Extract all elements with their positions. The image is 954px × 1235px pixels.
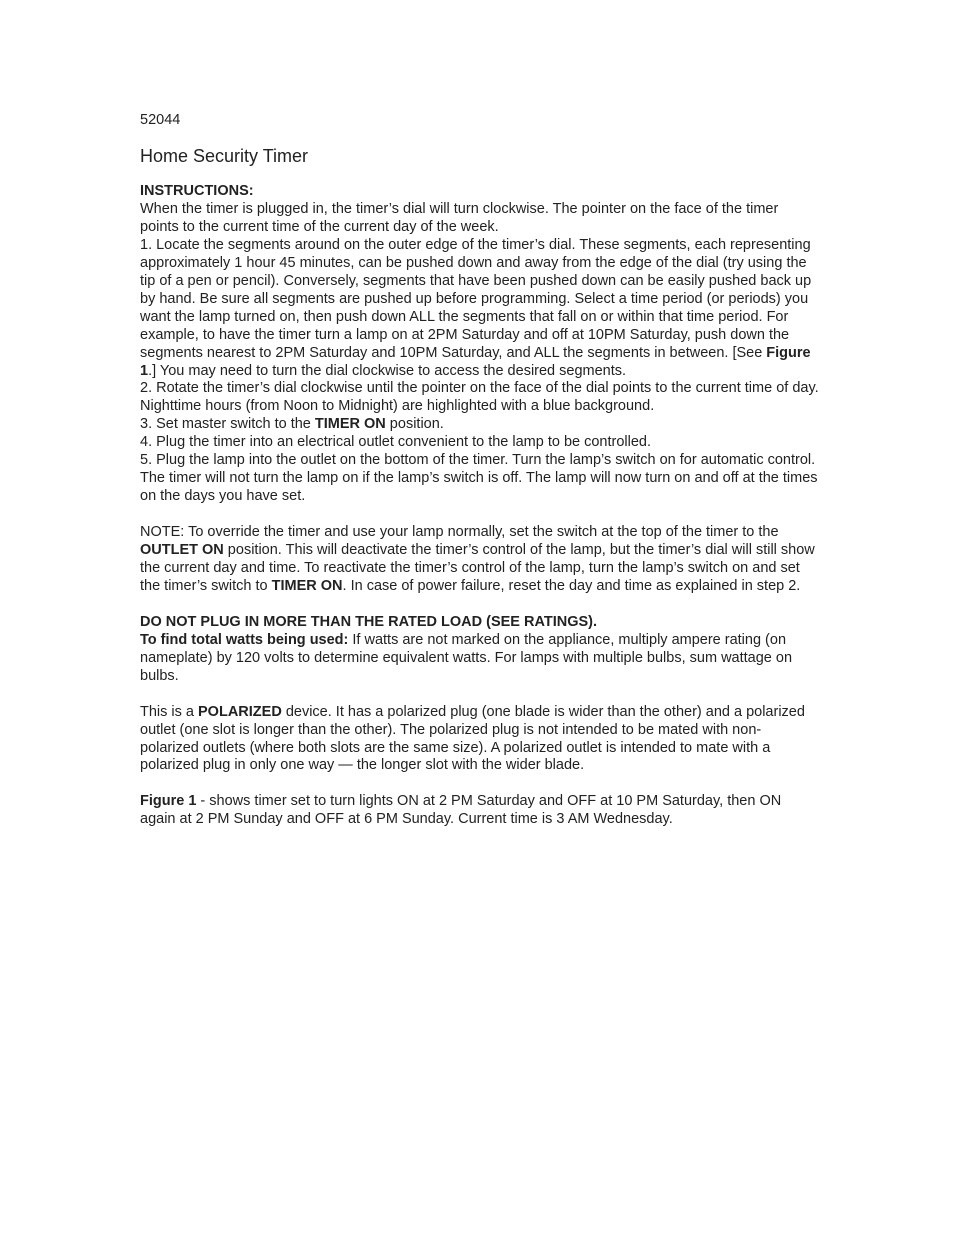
watts-text: If watts are not marked on the appliance, multiply ampere rating (on nameplate) by 120 volts to determine equivalent watts. For lamps with multiple bulbs, sum wattage on bulbs. bbox=[140, 631, 793, 684]
figure-caption bbox=[140, 793, 820, 829]
step-4: 4. Plug the timer into an electrical outlet convenient to the lamp to be controlled. bbox=[140, 434, 652, 451]
intro-paragraph: When the timer is plugged in, the timer’s dial will turn clockwise. The pointer on the face of the timer points to the current time of the current day of the week. bbox=[140, 200, 779, 235]
figure-caption-text: - shows timer set to turn lights ON at 2 PM Saturday and OFF at 10 PM Saturday, then ON again at 2 PM Sunday and OFF at 6 PM Sunday. Current time is 3 AM Wednesday. bbox=[140, 793, 782, 828]
document-page bbox=[140, 111, 820, 829]
step-1-text-b: .] You may need to turn the dial clockwise to access the desired segments. bbox=[148, 362, 627, 379]
note-text-b: position. This will deactivate the timer’s control of the lamp, but the timer’s dial will still show the current day and time. To reactivate the timer’s control of the lamp, turn the lamp’s switch on and set the timer’s switch to bbox=[140, 542, 815, 594]
polarized-paragraph bbox=[140, 704, 820, 776]
model-number: 52044 bbox=[140, 112, 181, 128]
instructions-heading: INSTRUCTIONS: bbox=[140, 183, 254, 199]
figure-1-reference: Figure 1 bbox=[140, 344, 811, 379]
step-3-text-a: 3. Set master switch to the bbox=[140, 416, 315, 433]
paragraph-spacer bbox=[140, 506, 820, 524]
polarized-text-a: This is a bbox=[140, 703, 199, 720]
step-3 bbox=[140, 416, 820, 434]
figure-label: Figure 1 bbox=[140, 793, 197, 810]
watts-paragraph bbox=[140, 632, 820, 686]
step-1-text-a: 1. Locate the segments around on the outer edge of the timer’s dial. These segments, each representing approximately 1 hour 45 minutes, can be pushed down and away from the edge of the dial (try using the tip of a pen or pencil). Conversely, segments that have been pushed down can be easily pushed back up by hand. Be sure all segments are pushed up before programming. Select a time period (or periods) you want the lamp turned on, then push down ALL the segments that fall on or within that time period. For example, to have the timer turn a lamp on at 2PM Saturday and off at 10PM Saturday, push down the segments nearest to 2PM Saturday and 10PM Saturday, and ALL the segments in between. [See bbox=[140, 236, 812, 361]
warning-heading bbox=[140, 614, 820, 632]
note-emphasis-timer-on: TIMER ON bbox=[271, 577, 343, 594]
step-5: 5. Plug the lamp into the outlet on the bottom of the timer. Turn the lamp’s switch on for automatic control. The timer will not turn the lamp on if the lamp’s switch is off. The lamp will now turn on and off at the times on the days you have set. bbox=[140, 452, 818, 505]
paragraph-spacer bbox=[140, 686, 820, 704]
step-3-emphasis: TIMER ON bbox=[314, 416, 386, 433]
step-2: 2. Rotate the timer’s dial clockwise until the pointer on the face of the dial points to the current time of day. Nighttime hours (from Noon to Midnight) are highlighted with a blue background. bbox=[140, 380, 819, 415]
polarized-text-b: device. It has a polarized plug (one blade is wider than the other) and a polarized outlet (one slot is longer than the other). The polarized plug is not intended to be mated with non-polarized outlets (where both slots are the same size). A polarized outlet is intended to mate with a polarized plug in only one way — the longer slot with the wider blade. bbox=[140, 703, 805, 774]
step-3-text-b: position. bbox=[385, 416, 444, 433]
step-1 bbox=[140, 237, 820, 381]
page-title: Home Security Timer bbox=[140, 146, 309, 166]
paragraph-spacer bbox=[140, 596, 820, 614]
note-emphasis-outlet-on: OUTLET ON bbox=[140, 542, 224, 559]
paragraph-spacer bbox=[140, 775, 820, 793]
note-text-c: . In case of power failure, reset the day and time as explained in step 2. bbox=[342, 577, 801, 594]
polarized-emphasis: POLARIZED bbox=[198, 703, 282, 720]
note-text-a: NOTE: To override the timer and use your lamp normally, set the switch at the top of the timer to the bbox=[140, 524, 779, 541]
watts-label: To find total watts being used: bbox=[140, 631, 349, 648]
warning-heading-text: DO NOT PLUG IN MORE THAN THE RATED LOAD (SEE RATINGS). bbox=[140, 613, 598, 630]
note-paragraph bbox=[140, 524, 820, 596]
